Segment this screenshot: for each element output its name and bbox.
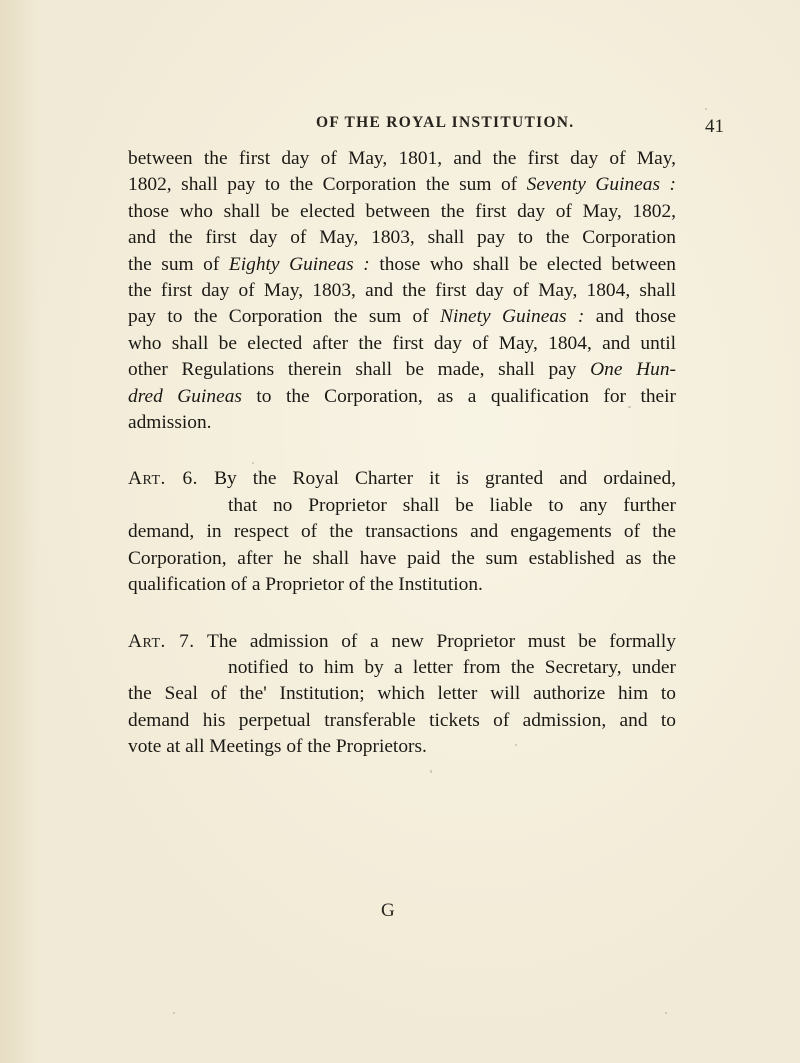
- emphasis-text: Ninety Guineas :: [440, 306, 585, 328]
- text-line: the Seal of the' Institution; which letter will authorize him to: [128, 683, 676, 705]
- text-line: other Regulations therein shall be made, shall pay One Hun-: [128, 359, 676, 381]
- text-line: demand his perpetual transferable tickets of admission, and to: [128, 709, 676, 731]
- text-line: the sum of Eighty Guineas : those who shall be elected between: [128, 253, 676, 275]
- signature-mark: G: [381, 900, 395, 921]
- text-line: the first day of May, 1803, and the first day of May, 1804, shall: [128, 280, 676, 302]
- text-line: 1802, shall pay to the Corporation the sum of Seventy Guineas :: [128, 174, 676, 196]
- running-head: [0, 114, 800, 142]
- page-number: 41: [705, 116, 724, 137]
- text-line: between the first day of May, 1801, and the first day of May,: [128, 148, 676, 169]
- text-line: Art. 7. The admission of a new Proprietor must be formally: [128, 630, 676, 652]
- text-line: admission.: [128, 412, 212, 434]
- text-line: and the first day of May, 1803, shall pay to the Corporation: [128, 227, 676, 249]
- text-line: those who shall be elected between the first day of May, 1802,: [128, 200, 676, 222]
- running-title: OF THE ROYAL INSTITUTION.: [316, 114, 575, 131]
- text-line: dred Guineas to the Corporation, as a qualification for their: [128, 385, 676, 407]
- emphasis-text: One Hun-: [590, 359, 676, 381]
- body-text: [128, 146, 676, 761]
- text-line: demand, in respect of the transactions and engagements of the: [128, 521, 676, 543]
- emphasis-text: Seventy Guineas :: [526, 174, 676, 196]
- article-7: [128, 629, 676, 761]
- text-line: that no Proprietor shall be liable to any further: [228, 494, 676, 516]
- text-line: notified to him by a letter from the Secretary, under: [228, 656, 676, 678]
- article-6: [128, 466, 676, 598]
- text-line: qualification of a Proprietor of the Institution.: [128, 574, 483, 596]
- text-line: Corporation, after he shall have paid the sum established as the: [128, 547, 676, 569]
- article-label: Art. 6.: [128, 468, 199, 490]
- paragraph-1: [128, 146, 676, 436]
- text-line: vote at all Meetings of the Proprietors.: [128, 736, 427, 758]
- text-line: who shall be elected after the first day of May, 1804, and until: [128, 332, 676, 354]
- emphasis-text: Eighty Guineas :: [228, 253, 370, 275]
- text-line: Art. 6. By the Royal Charter it is granted and ordained,: [128, 468, 676, 490]
- emphasis-text: dred Guineas: [128, 385, 242, 407]
- article-label: Art. 7.: [128, 630, 195, 652]
- text-line: pay to the Corporation the sum of Ninety Guineas : and those: [128, 306, 677, 328]
